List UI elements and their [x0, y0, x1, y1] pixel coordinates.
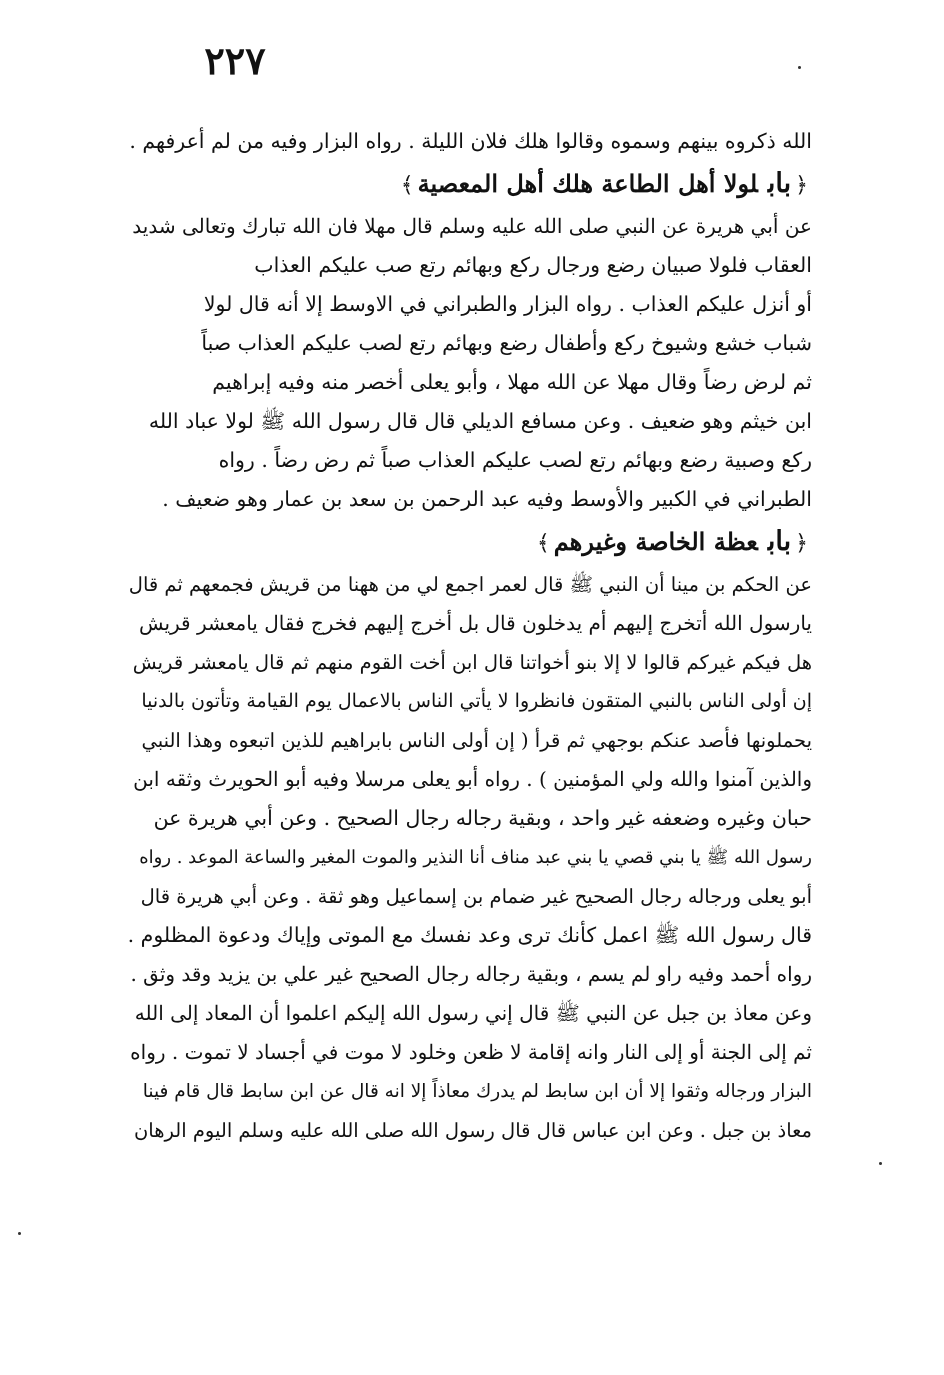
text-line: الطبراني في الكبير والأوسط وفيه عبد الرحمن بن سعد بن عمار وهو ضعيف .	[162, 487, 812, 511]
chapter-1-text	[128, 207, 812, 519]
text-line: عن الحكم بن مينا أن النبي ﷺ قال لعمر اجمع لي من ههنا من قريش فجمعهم ثم قال	[128, 573, 812, 596]
text-line: يارسول الله أتخرج إليهم أم يدخلون قال بل أخرج إليهم فخرج فقال يامعشر قريش	[138, 611, 812, 635]
chapter-word: باب	[767, 526, 792, 557]
text-line: هل فيكم غيركم قالوا لا إلا بنو أخواتنا قال ابن أخت القوم منهم ثم قال يامعشر قريش	[132, 651, 812, 674]
text-line: معاذ بن جبل . وعن ابن عباس قال قال رسول الله صلى الله عليه وسلم اليوم الرهان	[133, 1119, 812, 1142]
text-line: العقاب فلولا صبيان رضع ورجال ركع وبهائم رتع صب عليكم العذاب	[254, 253, 812, 277]
text-line: حبان وغيره وضعفه غير واحد ، وبقية رجاله رجال الصحيح . وعن أبي هريرة عن	[153, 806, 812, 830]
page-number: ٢٢٧	[204, 38, 266, 83]
chapter-title: لولا أهل الطاعة هلك أهل المعصية	[417, 169, 758, 198]
chapter-2-text	[128, 565, 812, 1150]
chapter-word: باب	[767, 168, 792, 199]
margin-speck	[798, 66, 801, 69]
margin-speck	[879, 1162, 882, 1165]
text-line: رواه أحمد وفيه راو لم يسم ، وبقية رجاله رجال الصحيح غير علي بن يزيد وقد وثق .	[130, 962, 812, 986]
chapter-heading-1	[128, 161, 812, 207]
text-line: الله ذكروه بينهم وسموه وقالوا هلك فلان الليلة . رواه البزار وفيه من لم أعرفهم .	[129, 129, 812, 153]
bracket-close: ﴾	[400, 173, 414, 198]
bracket-open: ﴿	[795, 531, 808, 556]
chapter-heading-2	[128, 519, 812, 565]
paragraph-continuation	[128, 122, 812, 161]
text-line: ركع وصبية رضع وبهائم رتع لصب عليكم العذاب صباً ثم رض رضاً . رواه	[218, 448, 812, 472]
text-line: يحملونها فأصد عنكم بوجهي ثم قرأ ( إن أولى الناس بابراهيم للذين اتبعوه وهذا النبي	[141, 729, 812, 752]
text-line: ثم لرض رضاً وقال مهلا عن الله مهلا ، وأبو يعلى أخصر منه وفيه إبراهيم	[212, 370, 812, 394]
text-line: أو أنزل عليكم العذاب . رواه البزار والطبراني في الاوسط إلا أنه قال لولا	[203, 292, 812, 316]
text-line: ثم إلى الجنة أو إلى النار وانه إقامة لا ظعن وخلود لا موت في أجساد لا تموت . رواه	[130, 1040, 812, 1064]
text-line: وعن معاذ بن جبل عن النبي ﷺ قال إني رسول الله إليكم اعلموا أن المعاد إلى الله	[134, 1001, 812, 1025]
bracket-close: ﴾	[536, 531, 550, 556]
text-line: شباب خشع وشيوخ ركع وأطفال رضع وبهائم رتع لصب عليكم العذاب صباً	[201, 331, 812, 355]
bracket-open: ﴿	[795, 173, 808, 198]
text-line: البزار ورجاله وثقوا إلا أن ابن سابط لم يدرك معاذاً إلا انه قال عن ابن سابط قال قام فينا	[142, 1081, 812, 1102]
text-line: قال رسول الله ﷺ اعمل كأنك ترى وعد نفسك مع الموتى وإياك ودعوة المظلوم .	[128, 923, 812, 947]
text-line: رسول الله ﷺ يا بني قصي يا بني عبد مناف أنا النذير والموت المغير والساعة الموعد . رواه	[139, 847, 812, 868]
page-body	[128, 122, 812, 1150]
margin-speck	[18, 1232, 21, 1235]
text-line: ابن خيثم وهو ضعيف . وعن مسافع الديلي قال قال رسول الله ﷺ لولا عباد الله	[148, 409, 812, 433]
chapter-title: عظة الخاصة وغيرهم	[553, 527, 758, 556]
text-line: أبو يعلى ورجاله رجال الصحيح غير ضمام بن إسماعيل وهو ثقة . وعن أبي هريرة قال	[140, 885, 812, 908]
text-line: إن أولى الناس بالنبي المتقون فانظروا لا يأتي الناس بالاعمال يوم القيامة وتأتون بالدنيا	[141, 690, 812, 712]
text-line: عن أبي هريرة عن النبي صلى الله عليه وسلم قال مهلا فان الله تبارك وتعالى شديد	[132, 214, 812, 238]
text-line: والذين آمنوا والله ولي المؤمنين ) . رواه أبو يعلى مرسلا وفيه أبو الحويرث وثقه ابن	[133, 767, 812, 791]
